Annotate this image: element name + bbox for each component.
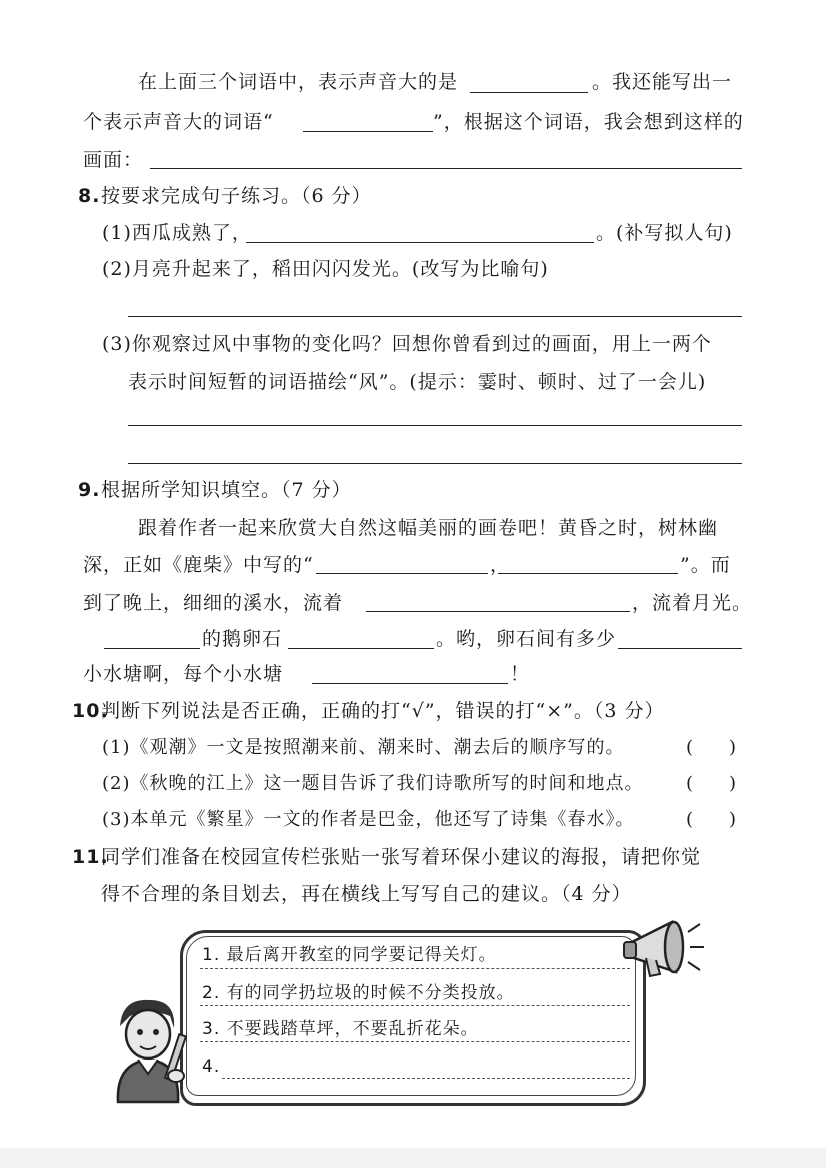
q7-line2-a: 个表示声音大的词语“ [83, 111, 274, 133]
q8-answer-line-s3-2[interactable] [128, 463, 742, 464]
q8-title: 按要求完成句子练习。（6 分） [101, 185, 372, 207]
q7-blank-own-word[interactable] [303, 131, 433, 132]
q9-p2-comma: ， [490, 554, 511, 576]
poster-item-2[interactable]: 2. 有的同学扔垃圾的时候不分类投放。 [202, 983, 515, 1003]
poster-item-4-label: 4. [202, 1057, 221, 1077]
q9-title: 根据所学知识填空。（7 分） [101, 479, 352, 501]
q7-line1-a: 在上面三个词语中，表示声音大的是 [138, 71, 459, 93]
q9-blank-poem-2[interactable] [498, 573, 678, 574]
q9-blank-poem-1[interactable] [316, 573, 488, 574]
q9-p2-a: 深，正如《鹿柴》中写的“ [83, 554, 314, 576]
q8-number: 8. [78, 185, 101, 207]
q11-title-line1: 同学们准备在校园宣传栏张贴一张写着环保小建议的海报，请把你觉 [101, 846, 702, 868]
q8-blank-s1[interactable] [246, 242, 594, 243]
q7-line2-b: ”，根据这个词语，我会想到这样的 [433, 111, 744, 133]
q9-blank-puddles[interactable] [618, 648, 742, 649]
poster-item-1[interactable]: 1. 最后离开教室的同学要记得关灯。 [202, 945, 497, 965]
q9-blank-puddle[interactable] [312, 683, 508, 684]
q7-line1-b: 。我还能写出一 [592, 71, 733, 93]
megaphone-icon [610, 902, 710, 992]
q10-item-3: (3)本单元《繁星》一文的作者是巴金，他还写了诗集《春水》。 [102, 809, 635, 830]
q8-s1-b: 。(补写拟人句) [596, 222, 733, 244]
q10-item-1: (1)《观潮》一文是按照潮来前、潮来时、潮去后的顺序写的。 [102, 737, 625, 758]
poster-line-3 [200, 1041, 630, 1042]
poster-answer-line-4[interactable] [222, 1078, 630, 1079]
q10-answer-paren-1[interactable]: ( ) [686, 737, 737, 758]
q9-p1: 跟着作者一起来欣赏大自然这幅美丽的画卷吧！黄昏之时，树林幽 [138, 517, 719, 539]
q8-s2: (2)月亮升起来了，稻田闪闪发光。(改写为比喻句) [102, 258, 549, 280]
q9-p5-a: 小水塘啊，每个小水塘 [83, 663, 284, 685]
q9-p3-b: ，流着月光。 [632, 592, 753, 614]
q11-number: 11. [72, 846, 109, 868]
q11-title-line2: 得不合理的条目划去，再在横线上写写自己的建议。（4 分） [101, 883, 632, 905]
q9-blank-pebble-adj[interactable] [104, 648, 200, 649]
q9-p4-a: 的鹅卵石 [202, 628, 283, 650]
q8-s1-a: (1)西瓜成熟了， [102, 222, 252, 244]
q7-blank-scene[interactable] [150, 168, 742, 169]
q9-p3-a: 到了晚上，细细的溪水，流着 [83, 592, 344, 614]
boy-with-pencil-icon [100, 994, 200, 1104]
q7-line3: 画面： [83, 149, 144, 171]
poster-item-3[interactable]: 3. 不要践踏草坪，不要乱折花朵。 [202, 1019, 479, 1039]
q10-item-2: (2)《秋晚的江上》这一题目告诉了我们诗歌所写的时间和地点。 [102, 773, 644, 794]
q8-answer-line-s2[interactable] [128, 316, 742, 317]
q10-answer-paren-2[interactable]: ( ) [686, 773, 737, 794]
q10-title: 判断下列说法是否正确，正确的打“√”，错误的打“×”。（3 分） [101, 700, 665, 722]
q8-s3-line1: (3)你观察过风中事物的变化吗？回想你曾看到过的画面，用上一两个 [102, 333, 712, 355]
q10-answer-paren-3[interactable]: ( ) [686, 809, 737, 830]
q9-p2-c: ”。而 [680, 554, 731, 576]
q8-s3-line2: 表示时间短暂的词语描绘“风”。(提示：霎时、顿时、过了一会儿) [128, 371, 707, 393]
q9-p5-b: ！ [510, 663, 531, 685]
q10-number: 10. [72, 700, 109, 722]
q8-answer-line-s3-1[interactable] [128, 425, 742, 426]
q9-p4-b: 。哟，卵石间有多少 [436, 628, 617, 650]
page-bottom-strip [0, 1148, 826, 1168]
q9-blank-stream[interactable] [366, 611, 630, 612]
q7-blank-loud-word[interactable] [470, 92, 588, 93]
poster-line-1 [200, 968, 630, 969]
poster-line-2 [200, 1005, 630, 1006]
q9-blank-pebble[interactable] [288, 648, 434, 649]
q9-number: 9. [78, 479, 101, 501]
